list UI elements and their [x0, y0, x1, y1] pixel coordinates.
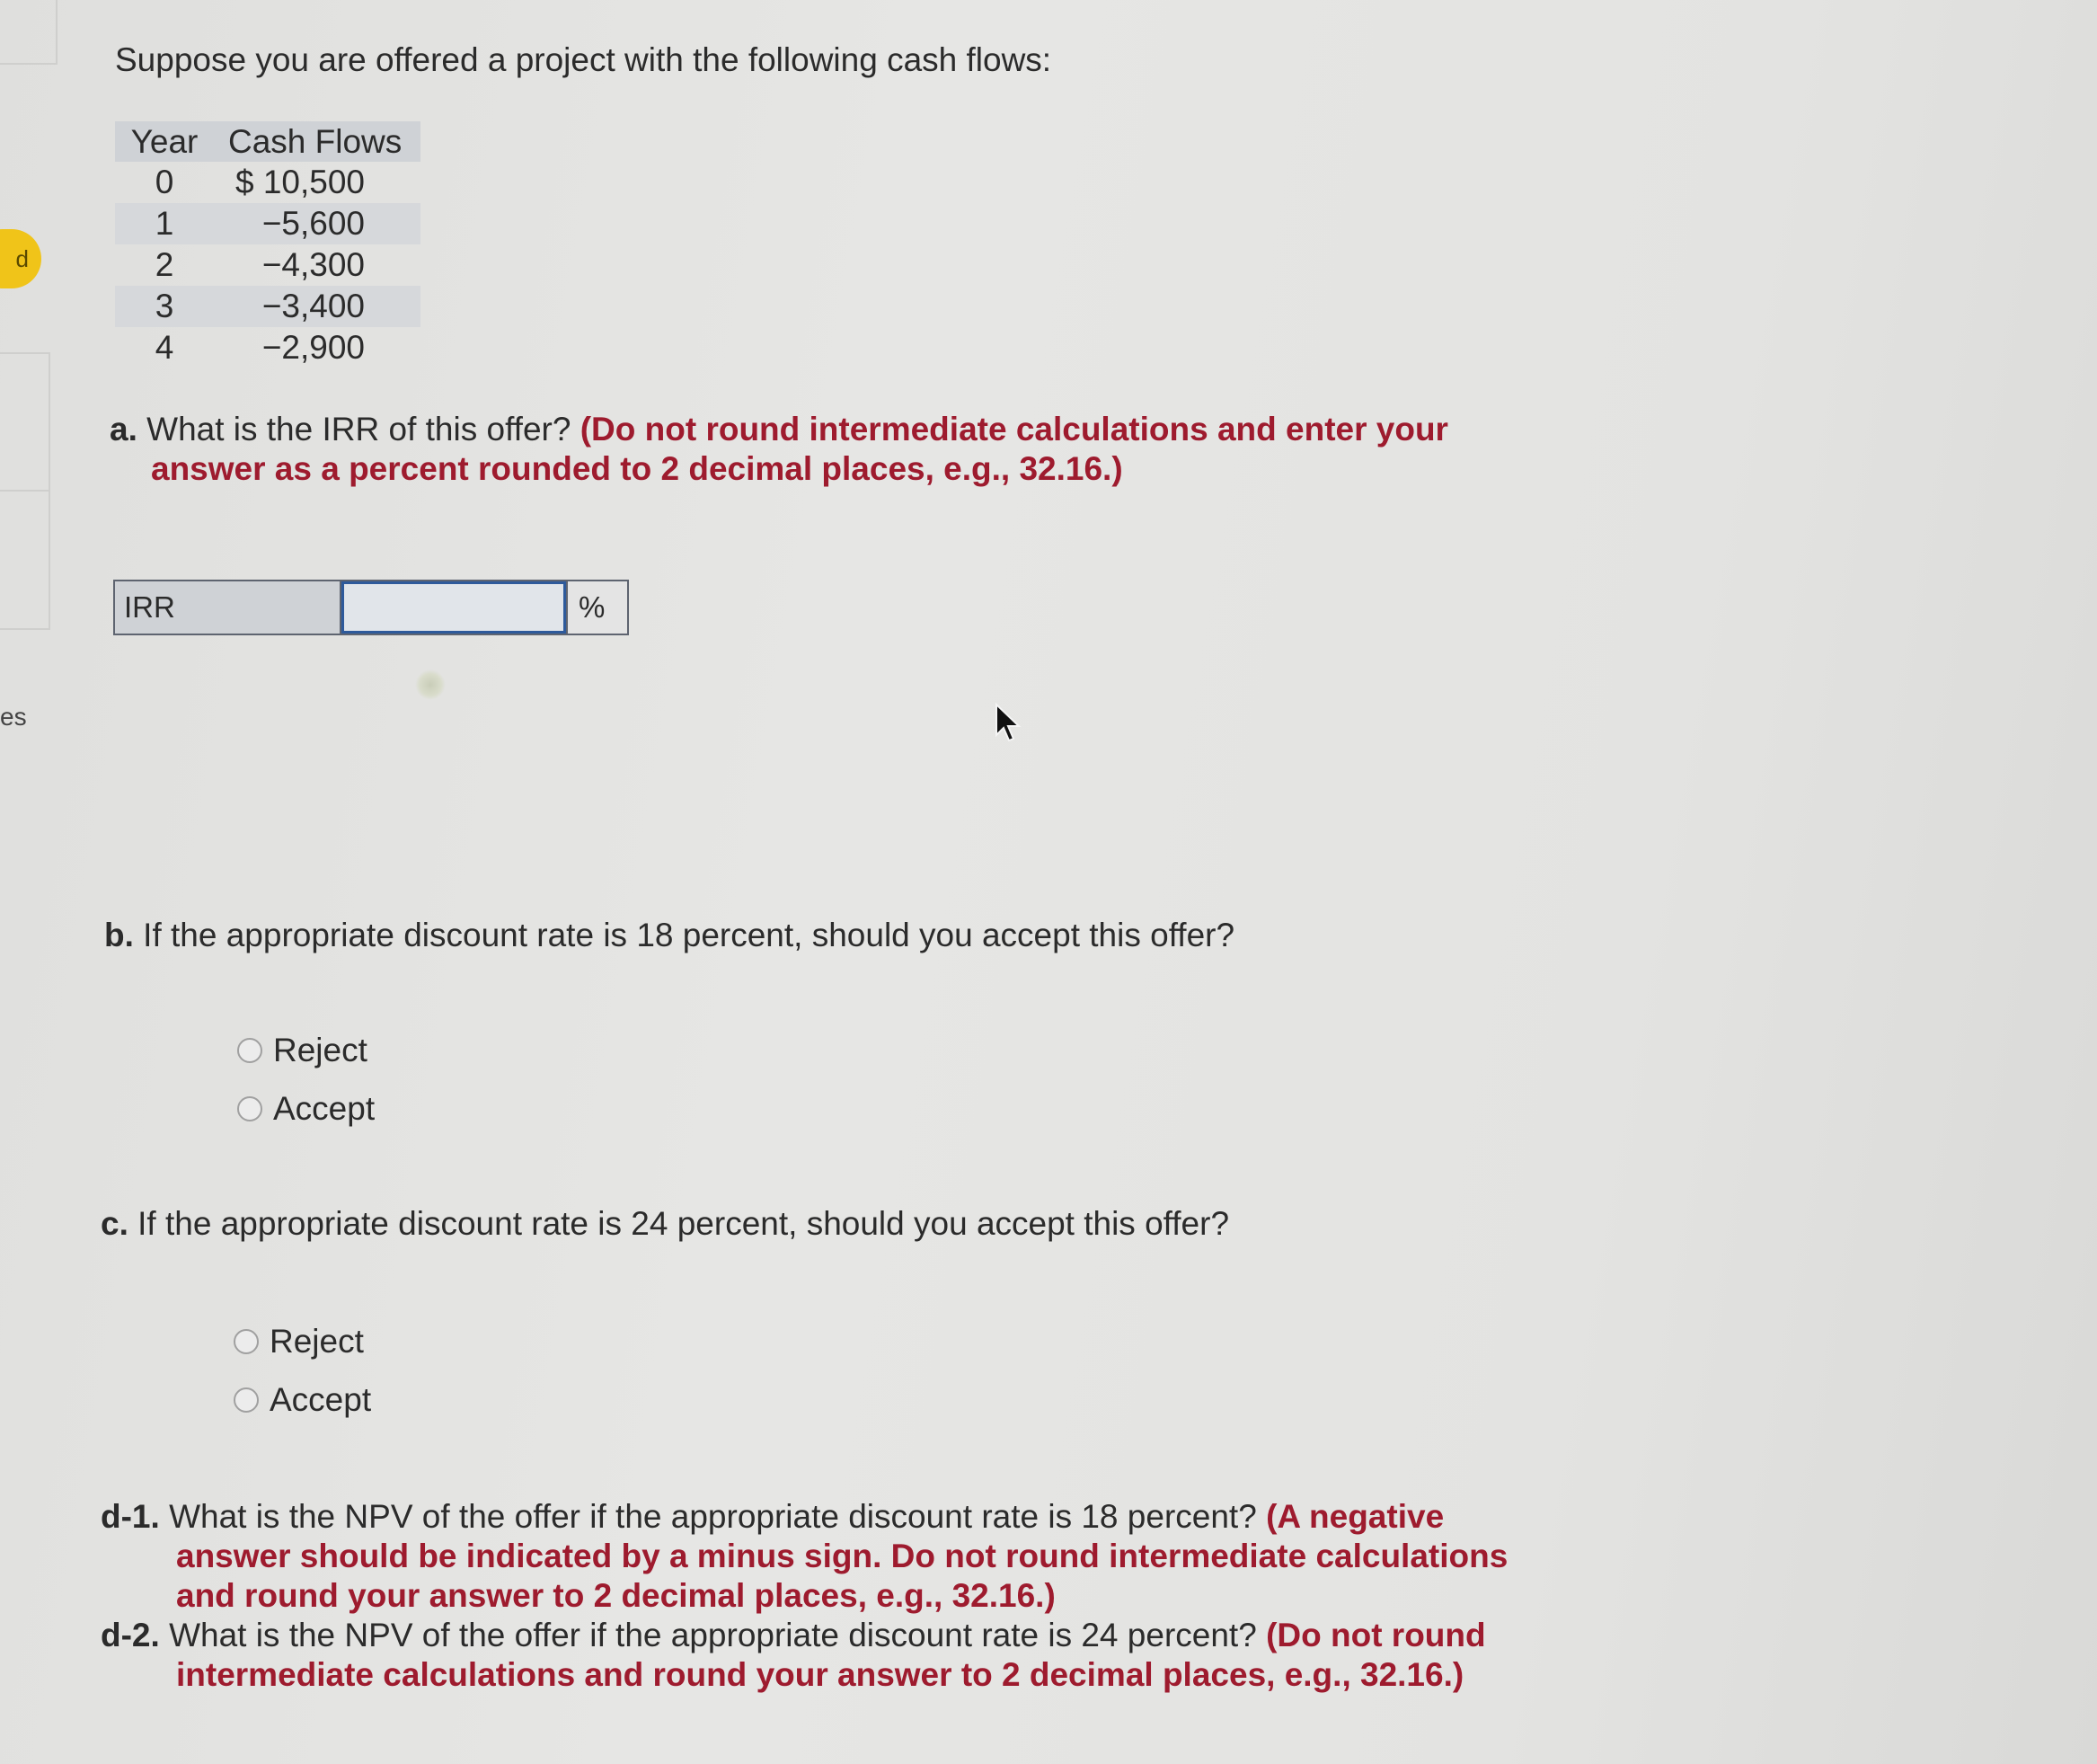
cash-flow-cell: −4,300: [261, 246, 365, 283]
table-row: [115, 286, 420, 327]
question-c-text: If the appropriate discount rate is 24 percent, should you accept this offer?: [137, 1205, 1230, 1242]
irr-answer-row: [113, 580, 629, 635]
year-cell: 2: [155, 246, 174, 283]
question-b: [104, 916, 1234, 955]
qb-option-reject[interactable]: [237, 1032, 367, 1069]
year-cell: 0: [155, 164, 174, 200]
option-label: Reject: [270, 1323, 364, 1360]
table-header-row: [115, 121, 420, 162]
question-d1-label: d-1.: [101, 1498, 160, 1535]
cash-flow-cell: $ 10,500: [234, 164, 365, 200]
question-d2-note: (Do not round intermediate calculations and round your answer to 2 decimal places, e.g., 32.16.): [176, 1617, 1486, 1693]
question-c-label: c.: [101, 1205, 128, 1242]
question-d2-text: What is the NPV of the offer if the appropriate discount rate is 24 percent?: [169, 1617, 1257, 1653]
question-d: [101, 1497, 1511, 1695]
table-row: [115, 244, 420, 286]
qc-option-accept[interactable]: [234, 1381, 371, 1419]
table-row: [115, 327, 420, 368]
question-b-label: b.: [104, 917, 134, 953]
option-label: Accept: [273, 1090, 376, 1127]
qc-option-reject[interactable]: [234, 1323, 364, 1361]
question-a-note-2: answer as a percent rounded to 2 decimal places, e.g., 32.16.): [151, 450, 1123, 487]
question-a-label: a.: [110, 411, 137, 448]
question-b-text: If the appropriate discount rate is 18 percent, should you accept this offer?: [143, 917, 1235, 953]
nav-badge[interactable]: d: [0, 229, 41, 288]
year-cell: 3: [115, 286, 214, 327]
question-a-note-1: (Do not round intermediate calculations and enter your: [580, 411, 1448, 448]
year-cell: 4: [155, 329, 174, 366]
question-d1-text: What is the NPV of the offer if the appropriate discount rate is 18 percent?: [169, 1498, 1257, 1535]
col-header-year: Year: [115, 121, 214, 162]
question-d2-label: d-2.: [101, 1617, 160, 1653]
col-header-cash-flows: Cash Flows: [214, 121, 420, 162]
question-a-text: What is the IRR of this offer?: [146, 411, 571, 448]
left-panel-divider: [0, 490, 49, 492]
question-d1: [101, 1497, 1511, 1616]
cash-flow-cell: −3,400: [214, 286, 420, 327]
question-intro: Suppose you are offered a project with the following cash flows:: [115, 41, 1052, 78]
table-row: [115, 203, 420, 244]
year-cell: 1: [115, 203, 214, 244]
cash-flow-table: [115, 121, 420, 368]
cash-flow-cell: −5,600: [214, 203, 420, 244]
radio-circle-icon[interactable]: [234, 1387, 259, 1413]
question-c: [101, 1204, 1229, 1244]
irr-label: IRR: [115, 581, 341, 634]
question-a: [110, 410, 1511, 449]
question-d1-note: (A negative answer should be indicated by a minus sign. Do not round intermediate calculations and round your answer to 2 decimal places, e.g., 32.16.): [176, 1498, 1509, 1614]
radio-circle-icon[interactable]: [237, 1096, 262, 1121]
option-label: Accept: [270, 1381, 372, 1418]
radio-circle-icon[interactable]: [237, 1038, 262, 1063]
radio-circle-icon[interactable]: [234, 1329, 259, 1354]
percent-unit: %: [566, 581, 627, 634]
left-panel-fragment-top: [0, 0, 58, 65]
cash-flow-cell: −2,900: [261, 329, 365, 366]
screen-smudge: [415, 669, 446, 700]
left-panel-text: es: [0, 703, 27, 731]
option-label: Reject: [273, 1032, 367, 1068]
qb-option-accept[interactable]: [237, 1090, 375, 1128]
irr-input[interactable]: [341, 581, 566, 634]
table-row: [115, 162, 420, 203]
mouse-cursor-icon: [994, 703, 1024, 746]
question-d2: [101, 1616, 1511, 1695]
